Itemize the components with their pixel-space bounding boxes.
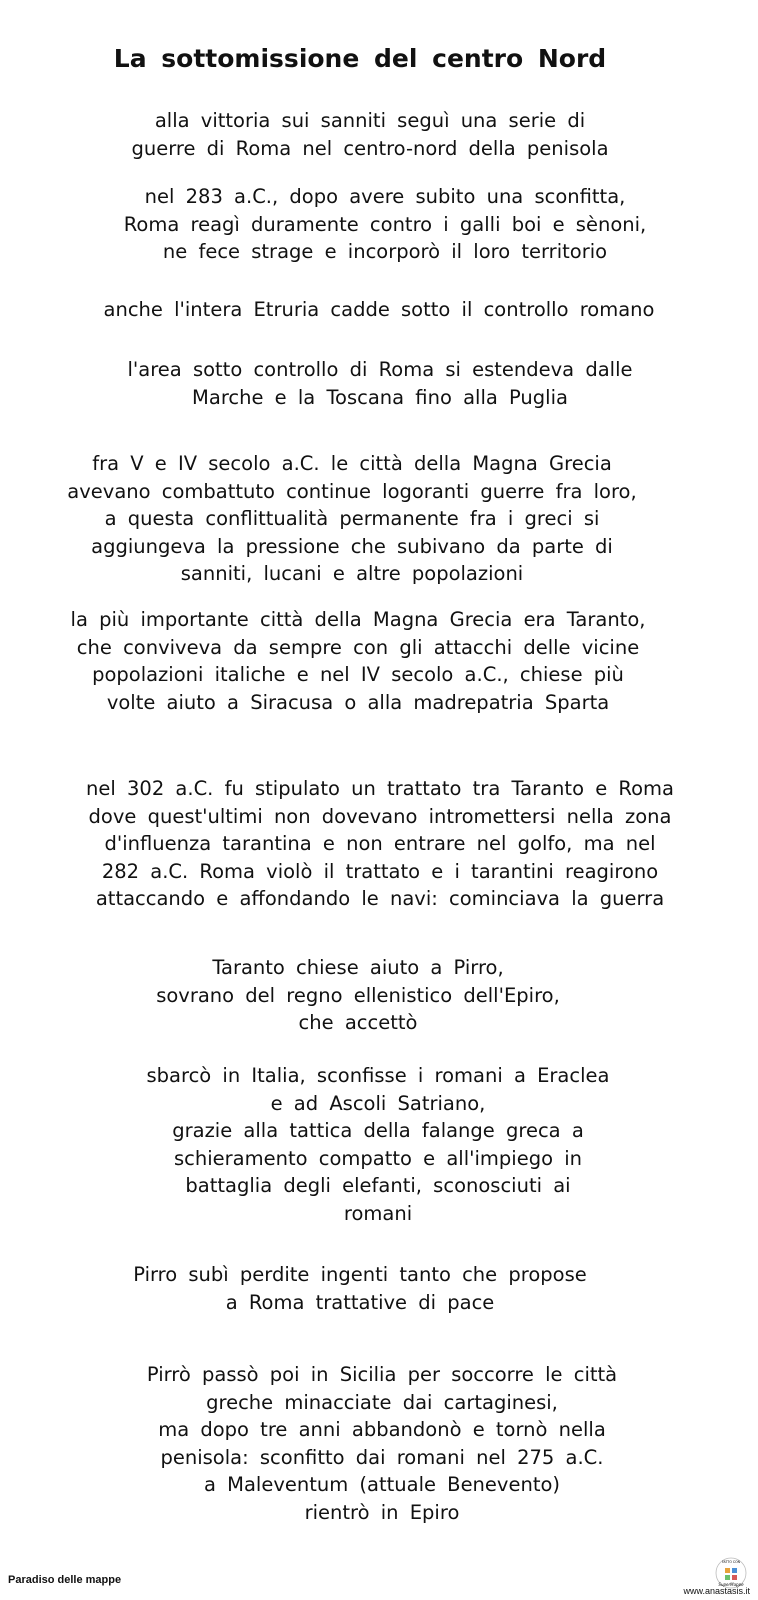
text-block <box>1 356 758 411</box>
text-line: e ad Ascoli Satriano, <box>270 1091 486 1115</box>
text-block <box>6 183 758 266</box>
text-line: che conviveva da sempre con gli attacchi delle vicine <box>76 635 640 659</box>
text-line: sovrano del regno ellenistico dell'Epiro, <box>156 983 560 1007</box>
text-line: 282 a.C. Roma violò il trattato e i tarantini reagirono <box>101 859 659 883</box>
text-block <box>3 1361 758 1526</box>
text-line: volte aiuto a Siracusa o alla madrepatria Sparta <box>106 690 610 714</box>
text-line: schieramento compatto e all'impiego in <box>174 1146 582 1170</box>
text-block <box>0 1062 757 1227</box>
footer-credit: Paradiso delle mappe <box>8 1574 122 1586</box>
text-block <box>0 296 758 324</box>
text-line: romani <box>343 1201 413 1225</box>
text-line: nel 302 a.C. fu stipulato un trattato tra Taranto e Roma <box>86 777 674 800</box>
text-line: Pirro subì perdite ingenti tanto che propose <box>133 1263 587 1286</box>
text-block <box>0 954 737 1037</box>
text-block <box>0 107 749 162</box>
text-line: battaglia degli elefanti, sconosciuti ai <box>185 1174 571 1197</box>
text-line: ma dopo tre anni abbandonò e tornò nella <box>158 1418 606 1441</box>
text-line: Pirrò passò poi in Sicilia per soccorre le città <box>146 1363 618 1386</box>
text-line: Marche e la Toscana fino alla Puglia <box>192 385 568 409</box>
text-block <box>0 1261 739 1316</box>
text-line: avevano combattuto continue logoranti guerre fra loro, <box>67 479 637 503</box>
text-line: a Maleventum (attuale Benevento) <box>203 1473 560 1496</box>
text-block <box>0 450 731 588</box>
text-line: anche l'intera Etruria cadde sotto il controllo romano <box>103 298 655 321</box>
text-line: sbarcò in Italia, sconfisse i romani a Eraclea <box>146 1064 610 1087</box>
text-line: guerre di Roma nel centro-nord della penisola <box>131 136 609 160</box>
text-block <box>1 775 758 913</box>
text-line: d'influenza tarantina e non entrare nel golfo, ma nel <box>104 832 656 855</box>
text-block <box>0 606 737 716</box>
logo-text-top: FATTO CON <box>722 1560 740 1564</box>
text-line: Taranto chiese aiuto a Pirro, <box>212 956 504 979</box>
text-line: fra V e IV secolo a.C. le città della Magna Grecia <box>92 452 612 475</box>
logo-text-bottom: SuperMappe <box>718 1582 744 1587</box>
text-line: dove quest'ultimi non dovevano intromettersi nella zona <box>88 804 672 828</box>
text-line: a Roma trattative di pace <box>225 1290 495 1314</box>
text-line: alla vittoria sui sanniti seguì una serie di <box>154 109 586 132</box>
text-line: grazie alla tattica della falange greca a <box>172 1119 584 1142</box>
text-line: nel 283 a.C., dopo avere subito una sconfitta, <box>144 185 626 208</box>
text-line: popolazioni italiche e nel IV secolo a.C., chiese più <box>92 663 624 686</box>
text-line: aggiungeva la pressione che subivano da parte di <box>91 534 613 558</box>
text-line: Roma reagì duramente contro i galli boi e sènoni, <box>123 212 647 236</box>
text-line: attaccando e affondando le navi: cominciava la guerra <box>95 887 665 910</box>
text-line: l'area sotto controllo di Roma si estendeva dalle <box>127 358 633 381</box>
text-line: penisola: sconfitto dai romani nel 275 a.C. <box>160 1445 604 1469</box>
supermappe-logo-icon <box>714 1556 748 1590</box>
page-title: La sottomissione del centro Nord <box>113 44 607 73</box>
text-line: a questa conflittualità permanente fra i greci si <box>104 507 600 530</box>
text-line: la più importante città della Magna Grecia era Taranto, <box>70 608 646 631</box>
text-line: greche minacciate dai cartaginesi, <box>206 1390 558 1414</box>
text-line: rientrò in Epiro <box>304 1500 460 1524</box>
footer-website: www.anastasis.it <box>683 1586 750 1596</box>
text-line: che accettò <box>298 1011 418 1034</box>
text-line: sanniti, lucani e altre popolazioni <box>180 562 524 585</box>
text-line: ne fece strage e incorporò il loro territorio <box>162 240 608 263</box>
